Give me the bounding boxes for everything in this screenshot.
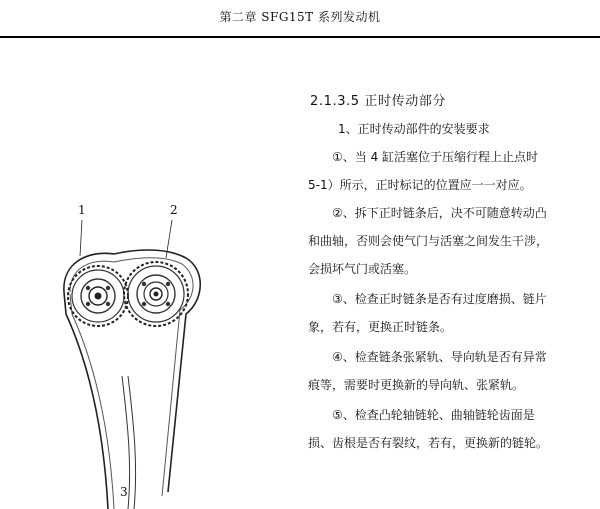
left-camshaft-sprocket: [68, 266, 128, 326]
header-rule: [0, 36, 600, 38]
text-line: ⑤、检查凸轮轴链轮、曲轴链轮齿面是: [332, 408, 535, 422]
timing-chain-drawing: [36, 196, 240, 509]
text-line: ①、当 4 缸活塞位于压缩行程上止点时: [332, 150, 539, 164]
callout-2-label: 2: [170, 203, 178, 217]
text-line: 和曲轴，否则会使气门与活塞之间发生干涉，: [308, 234, 549, 248]
chapter-title: 第二章 SFG15T 系列发动机: [219, 10, 381, 24]
callout-3-label: 3: [120, 485, 128, 499]
text-line: 痕等，需要时更换新的导向轨、张紧轨。: [308, 378, 525, 392]
timing-chain-figure: [36, 196, 240, 509]
text-line: 象，若有，更换正时链条。: [308, 320, 453, 334]
text-line: ②、拆下正时链条后，决不可随意转动凸: [332, 206, 547, 220]
timing-chain-outer: [64, 250, 200, 509]
text-line: 会损坏气门或活塞。: [308, 262, 417, 276]
text-line: ④、检查链条张紧轨、导向轨是否有异常: [332, 350, 547, 364]
callout-1-label: 1: [78, 203, 86, 217]
text-line: ③、检查正时链条是否有过度磨损、链片: [332, 292, 547, 306]
text-line: 损、齿根是否有裂纹，若有，更换新的链轮。: [308, 436, 549, 450]
section-heading: 2.1.3.5 正时传动部分: [310, 94, 447, 109]
right-camshaft-sprocket: [124, 262, 188, 326]
callout-1-leader: [80, 220, 82, 256]
text-line: 5-1）所示，正时标记的位置应一一对应。: [308, 178, 532, 192]
page-header: [0, 0, 600, 36]
subheading: 1、正时传动部件的安装要求: [338, 122, 490, 136]
